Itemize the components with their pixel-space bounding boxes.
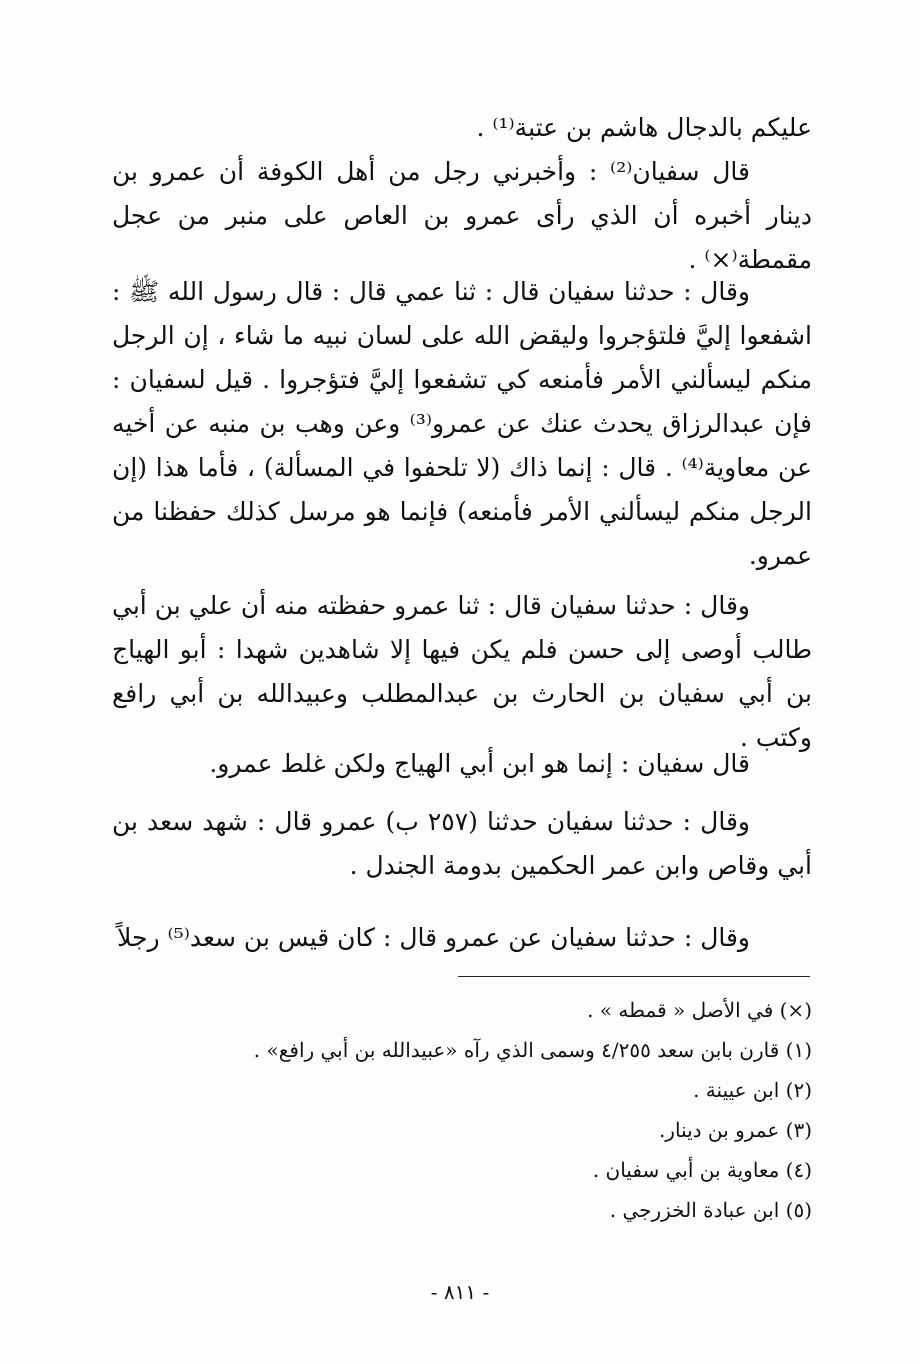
page-number: - ٨١١ - bbox=[430, 1280, 490, 1304]
footnote-5: (٥) ابن عبادة الخزرجي . bbox=[609, 1198, 812, 1222]
footnote-2: (٢) ابن عيينة . bbox=[693, 1078, 812, 1102]
paragraph-1: عليكم بالدجال هاشم بن عتبة⁽¹⁾ . bbox=[476, 113, 812, 142]
footnote-4: (٤) معاوية بن أبي سفيان . bbox=[592, 1158, 812, 1182]
footnote-3: (٣) عمرو بن دينار. bbox=[658, 1118, 812, 1142]
paragraph-6: وقال : حدثنا سفيان حدثنا (٢٥٧ ب) عمرو قال : شهد سعد بن أبي وقاص وابن عمر الحكمين بدومة الجندل . bbox=[112, 807, 812, 880]
paragraph-4: وقال : حدثنا سفيان قال : ثنا عمرو حفظته منه أن علي بن أبي طالب أوصى إلى حسن فلم يكن فيها إلا شاهدين شهدا : أبو الهياج بن أبي سفيان بن الحارث بن عبدالمطلب وعبيدالله بن أبي رافع وكتب . bbox=[112, 591, 812, 752]
text-block-top bbox=[112, 106, 812, 282]
paragraph-2: قال سفيان⁽²⁾ : وأخبرني رجل من أهل الكوفة أن عمرو بن دينار أخبره أن الذي رأى عمرو بن العاص على منبر من عجل مقمطة⁽×⁾ . bbox=[112, 157, 812, 274]
text-block-arbitration bbox=[112, 800, 812, 888]
footnote-divider bbox=[458, 976, 810, 977]
footnote-1: (١) قارن بابن سعد ٤/٢٥٥ وسمى الذي رآه «عبيدالله بن أبي رافع» . bbox=[253, 1038, 812, 1062]
text-block-will bbox=[112, 584, 812, 760]
text-block-correction bbox=[112, 742, 812, 786]
footnote-x: (×) في الأصل « قمطه » . bbox=[587, 998, 812, 1022]
paragraph-7: وقال : حدثنا سفيان عن عمرو قال : كان قيس بن سعد⁽⁵⁾ رجلاً bbox=[117, 923, 750, 952]
text-block-last bbox=[112, 916, 812, 960]
text-block-hadith bbox=[112, 270, 812, 578]
footnotes bbox=[112, 990, 812, 1230]
paragraph-5: قال سفيان : إنما هو ابن أبي الهياج ولكن غلط عمرو. bbox=[209, 749, 750, 778]
paragraph-3: وقال : حدثنا سفيان قال : ثنا عمي قال : قال رسول الله ﷺ : اشفعوا إليَّ فلتؤجروا وليقض الله على لسان نبيه ما شاء ، إن الرجل منكم ليسألني الأمر فأمنعه كي تشفعوا إليَّ فتؤجروا . قيل لسفيان : فإن عبدالرزاق يحدث عنك عن عمرو⁽³⁾ وعن وهب بن منبه عن أخيه عن معاوية⁽⁴⁾ . قال : إنما ذاك (لا تلحفوا في المسألة) ، فأما هذا (إن الرجل منكم ليسألني الأمر فأمنعه) فإنما هو مرسل كذلك حفظنا من عمرو. bbox=[112, 277, 812, 570]
